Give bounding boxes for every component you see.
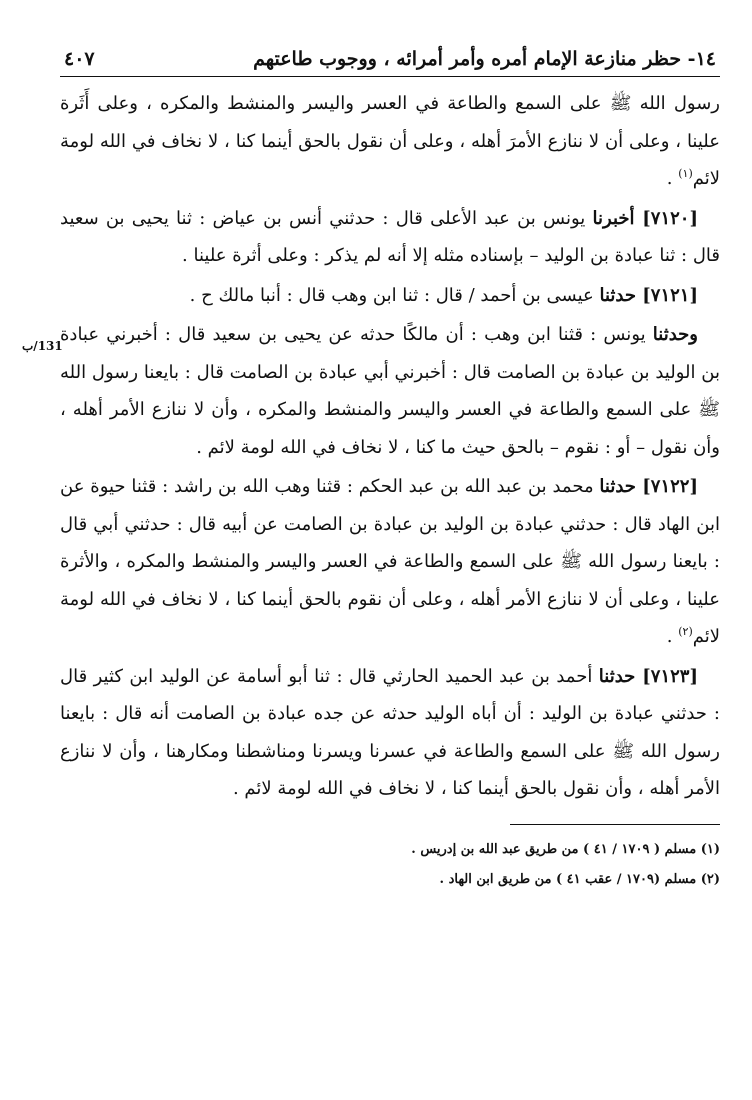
hadith-lead: وحدثنا	[652, 324, 698, 345]
hadith-lead: [٧١٢٠] أخبرنا	[592, 207, 698, 229]
running-header	[60, 48, 720, 77]
hadith-lead: [٧١٢١] حدثنا	[599, 284, 698, 306]
footnote-ref: (٢)	[678, 625, 693, 638]
chapter-title: ١٤- حظر منازعة الإمام أمره وأمر أمرائه ، ووجوب طاعتهم	[253, 48, 716, 70]
paragraph: وحدثنا يونس : قثنا ابن وهب : أن مالكًا حدثه عن يحيى بن سعيد قال : أخبرني عبادة بن الوليد بن عبادة بن الصامت قال : أخبرني أبي عبادة بن الصامت قال : بايعنا رسول الله ﷺ على السمع والطاعة في العسر واليسر والمنشط والمكره ، وأن لا ننازع الأمر أهله ، وأن نقول – أو : نقوم – بالحق حيث ما كنا ، لا نخاف في الله لومة لائم .	[60, 324, 720, 458]
page-number: ٤٠٧	[64, 48, 95, 70]
margin-manuscript-note: 131/ب	[22, 339, 63, 353]
hadith-lead: [٧١٢٣] حدثنا	[598, 665, 698, 687]
paragraph: رسول الله ﷺ على السمع والطاعة في العسر واليسر والمنشط والمكره ، وعلى أَثَرة علينا ، وعلى أن لا ننازع الأمرَ أهله ، وعلى أن نقول بالحق أينما كنا ، لا نخاف في الله لومة لائم$^{(١)}$ .	[60, 93, 720, 189]
footnote-ref: (١)	[678, 167, 693, 180]
paragraph: [٧١٢٢] حدثنا محمد بن عبد الله بن عبد الحكم : قثنا وهب الله بن راشد : قثنا حيوة عن ابن الهاد قال : حدثني عبادة بن الوليد بن عبادة بن الصامت عن أبيه قال : حدثني أبي قال : بايعنا رسول الله ﷺ على السمع والطاعة في العسر واليسر والمنشط والمكره ، والأثرة علينا ، وعلى أن لا ننازع الأمر أهله ، وعلى أن نقوم بالحق أينما كنا ، لا نخاف في الله لومة لائم$^{(٢)}$ .	[60, 476, 720, 647]
footnotes	[60, 835, 720, 895]
footnote: (٢) مسلم (١٧٠٩ / عقب ٤١ ) من طريق ابن الهاد .	[439, 871, 720, 887]
hadith-lead: [٧١٢٢] حدثنا	[599, 476, 698, 497]
paragraph: [٧١٢٣] حدثنا أحمد بن عبد الحميد الحارثي قال : ثنا أبو أسامة عن الوليد ابن كثير قال : حدثني عبادة بن الوليد : أن أباه الوليد حدثه عن جده عبادة بن الصامت أنه قال : بايعنا رسول الله ﷺ على السمع والطاعة في عسرنا ويسرنا ومناشطنا ومكارهنا ، وأن لا ننازع الأمر أهله ، وأن نقول بالحق أينما كنا ، لا نخاف في الله لومة لائم .	[60, 665, 720, 799]
footnote-divider	[510, 824, 720, 825]
page	[60, 48, 720, 895]
paragraph: [٧١٢١] حدثنا عيسى بن أحمد / قال : ثنا ابن وهب قال : أنبا مالك ح .	[189, 284, 698, 306]
paragraph: [٧١٢٠] أخبرنا يونس بن عبد الأعلى قال : حدثني أنس بن عياض : ثنا يحيى بن سعيد قال : ثنا عبادة بن الوليد – بإسناده مثله إلا أنه لم يذكر : وعلى أثرة علينا .	[60, 207, 720, 266]
main-text	[60, 85, 720, 808]
footnote: (١) مسلم ( ١٧٠٩ / ٤١ ) من طريق عبد الله بن إدريس .	[411, 841, 720, 857]
